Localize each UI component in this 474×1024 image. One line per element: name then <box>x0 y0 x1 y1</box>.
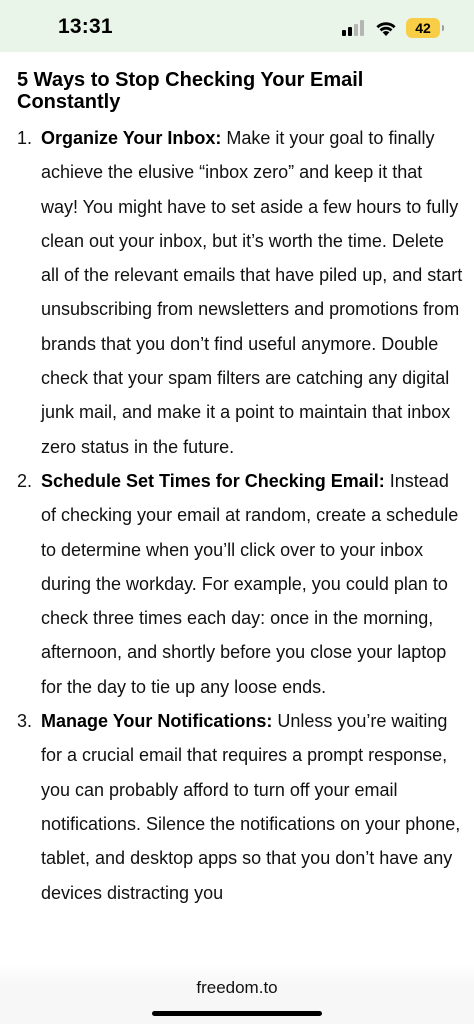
list-item-number: 1. <box>17 128 33 148</box>
article-content <box>0 52 474 968</box>
list-item-heading: Organize Your Inbox: <box>41 128 222 148</box>
list-item-number: 3. <box>17 711 33 732</box>
wifi-icon <box>374 19 398 37</box>
list-item-heading: Manage Your Notifications: <box>41 711 273 732</box>
status-bar <box>0 0 474 52</box>
status-icons <box>342 17 440 39</box>
list-item-heading: Schedule Set Times for Checking Email: <box>41 470 385 491</box>
address-bar-url[interactable]: freedom.to <box>196 978 278 997</box>
list-item <box>0 464 474 704</box>
list-item-number: 2. <box>17 470 33 491</box>
list-item-body: Make it your goal to finally achieve the elusive “inbox zero” and keep it that way! You might have to set aside a few hours to fully clean out your inbox, but it’s worth the time. Delete all of the relevant emails that have piled up, and start unsubscribing from newsletters and promotions from brands that you don’t find useful anymore. Double check that your spam filters are catching any digital junk mail, and make it a point to maintain that inbox zero status in the future. <box>41 128 463 457</box>
home-indicator[interactable] <box>152 1011 322 1016</box>
list-item-body: Unless you’re waiting for a crucial email that requires a prompt response, you can probably afford to turn off your email notifications. Silence the notifications on your phone, tablet, and desktop apps so that you don’t have any devices distracting you <box>41 711 461 903</box>
list-item <box>0 121 474 464</box>
status-time: 13:31 <box>58 15 113 38</box>
tips-list <box>0 121 474 910</box>
list-item <box>0 704 474 910</box>
article-title: 5 Ways to Stop Checking Your Email Constantly <box>17 69 364 113</box>
cellular-signal-icon <box>342 20 366 36</box>
list-item-body: Instead of checking your email at random, create a schedule to determine when you’ll click over to your inbox during the workday. For example, you could plan to check three times each day: once in the morning, afternoon, and shortly before you close your laptop for the day to tie up any loose ends. <box>41 470 459 697</box>
battery-icon: 42 <box>406 18 440 38</box>
